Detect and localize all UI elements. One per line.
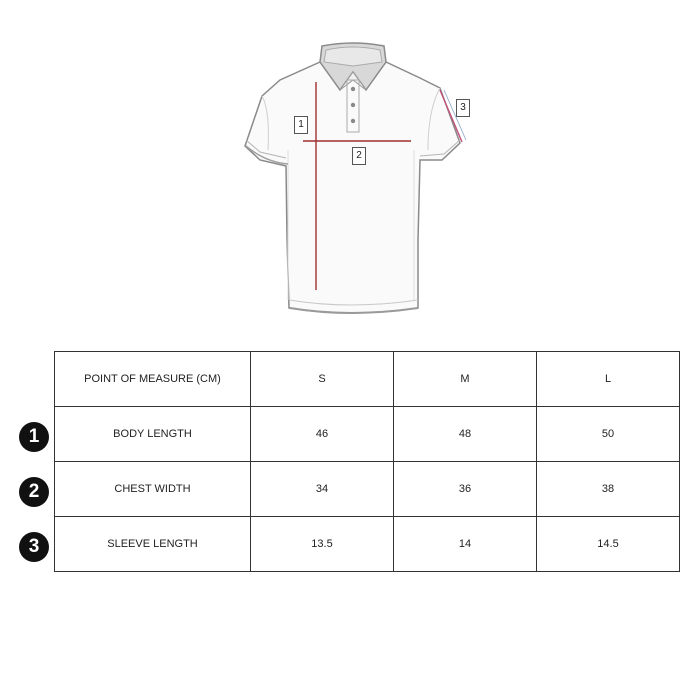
header-size-l: L [537,352,680,407]
cell-value: 34 [251,462,394,517]
size-chart-table [54,351,680,572]
cell-value: 46 [251,407,394,462]
marker-sleeve-length: 3 [456,99,470,117]
cell-value: 14.5 [537,517,680,572]
table-row [55,407,680,462]
cell-value: 36 [394,462,537,517]
badge-chest-width: 2 [19,477,49,507]
table-row [55,462,680,517]
shirt-outline [245,62,460,313]
polo-shirt-illustration [0,0,700,330]
row-label: CHEST WIDTH [55,462,251,517]
button-3 [351,119,355,123]
row-label: BODY LENGTH [55,407,251,462]
marker-chest-width: 2 [352,147,366,165]
row-label: SLEEVE LENGTH [55,517,251,572]
header-point-of-measure: POINT OF MEASURE (CM) [55,352,251,407]
marker-body-length: 1 [294,116,308,134]
polo-shirt-diagram [0,0,700,330]
table-row [55,517,680,572]
button-1 [351,87,355,91]
badge-body-length: 1 [19,422,49,452]
table-header-row [55,352,680,407]
cell-value: 50 [537,407,680,462]
badge-sleeve-length: 3 [19,532,49,562]
cell-value: 38 [537,462,680,517]
button-2 [351,103,355,107]
cell-value: 48 [394,407,537,462]
header-size-s: S [251,352,394,407]
cell-value: 13.5 [251,517,394,572]
header-size-m: M [394,352,537,407]
cell-value: 14 [394,517,537,572]
